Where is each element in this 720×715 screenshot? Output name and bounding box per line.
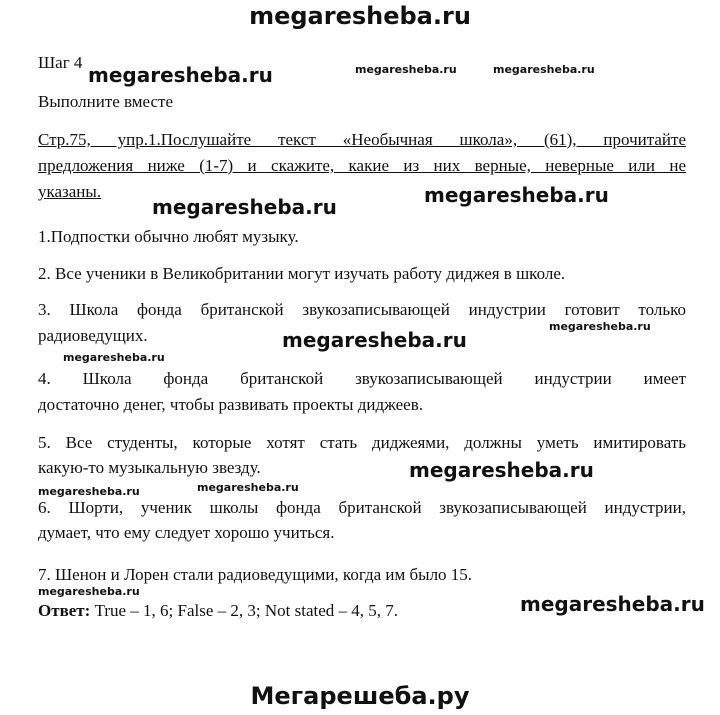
watermark: megaresheba.ru bbox=[282, 328, 467, 352]
watermark: megaresheba.ru bbox=[355, 63, 457, 76]
statement-5-line-2: какую-то музыкальную звезду. bbox=[38, 458, 261, 477]
task-line-1: Стр.75, упр.1.Послушайте текст «Необычная школа», (61), прочитайте bbox=[38, 130, 686, 149]
task-line-2: предложения ниже (1-7) и скажите, какие из них верные, неверные или не bbox=[38, 156, 686, 175]
statement-7: 7. Шенон и Лорен стали радиоведущими, когда им было 15. bbox=[38, 565, 473, 584]
statement-1: 1.Подпостки обычно любят музыку. bbox=[38, 227, 299, 246]
watermark: megaresheba.ru bbox=[88, 63, 273, 87]
answer-text: True – 1, 6; False – 2, 3; Not stated – 4, 5, 7. bbox=[90, 601, 399, 620]
task-line-3: указаны. bbox=[38, 182, 102, 201]
watermark: megaresheba.ru bbox=[38, 485, 140, 498]
watermark: megaresheba.ru bbox=[520, 592, 705, 616]
watermark: megaresheba.ru bbox=[493, 63, 595, 76]
watermark: megaresheba.ru bbox=[409, 458, 594, 482]
watermark-bottom: Мегарешеба.ру bbox=[250, 682, 470, 710]
answer-line bbox=[38, 600, 398, 622]
statement-5-line-1: 5. Все студенты, которые хотят стать диджеями, должны уметь имитировать bbox=[38, 433, 686, 452]
statement-4-line-1: 4. Школа фонда британской звукозаписывающей индустрии имеет bbox=[38, 369, 686, 388]
watermark: megaresheba.ru bbox=[63, 351, 165, 364]
statement-4-line-2: достаточно денег, чтобы развивать проекты диджеев. bbox=[38, 395, 423, 414]
answer-label: Ответ: bbox=[38, 601, 91, 620]
statement-3-line-2: радиоведущих. bbox=[38, 326, 148, 345]
watermark: megaresheba.ru bbox=[197, 481, 299, 494]
subtitle: Выполните вместе bbox=[38, 92, 174, 111]
statement-2: 2. Все ученики в Великобритании могут изучать работу диджея в школе. bbox=[38, 264, 566, 283]
watermark: megaresheba.ru bbox=[424, 183, 609, 207]
watermark-top: megaresheba.ru bbox=[249, 2, 471, 30]
watermark: megaresheba.ru bbox=[38, 585, 140, 598]
statement-6-line-2: думает, что ему следует хорошо учиться. bbox=[38, 523, 335, 542]
statement-3-line-1: 3. Школа фонда британской звукозаписывающей индустрии готовит только bbox=[38, 300, 686, 319]
watermark: megaresheba.ru bbox=[152, 195, 337, 219]
statement-6-line-1: 6. Шорти, ученик школы фонда британской звукозаписывающей индустрии, bbox=[38, 498, 686, 517]
watermark: megaresheba.ru bbox=[549, 320, 651, 333]
step-heading: Шаг 4 bbox=[38, 53, 83, 72]
